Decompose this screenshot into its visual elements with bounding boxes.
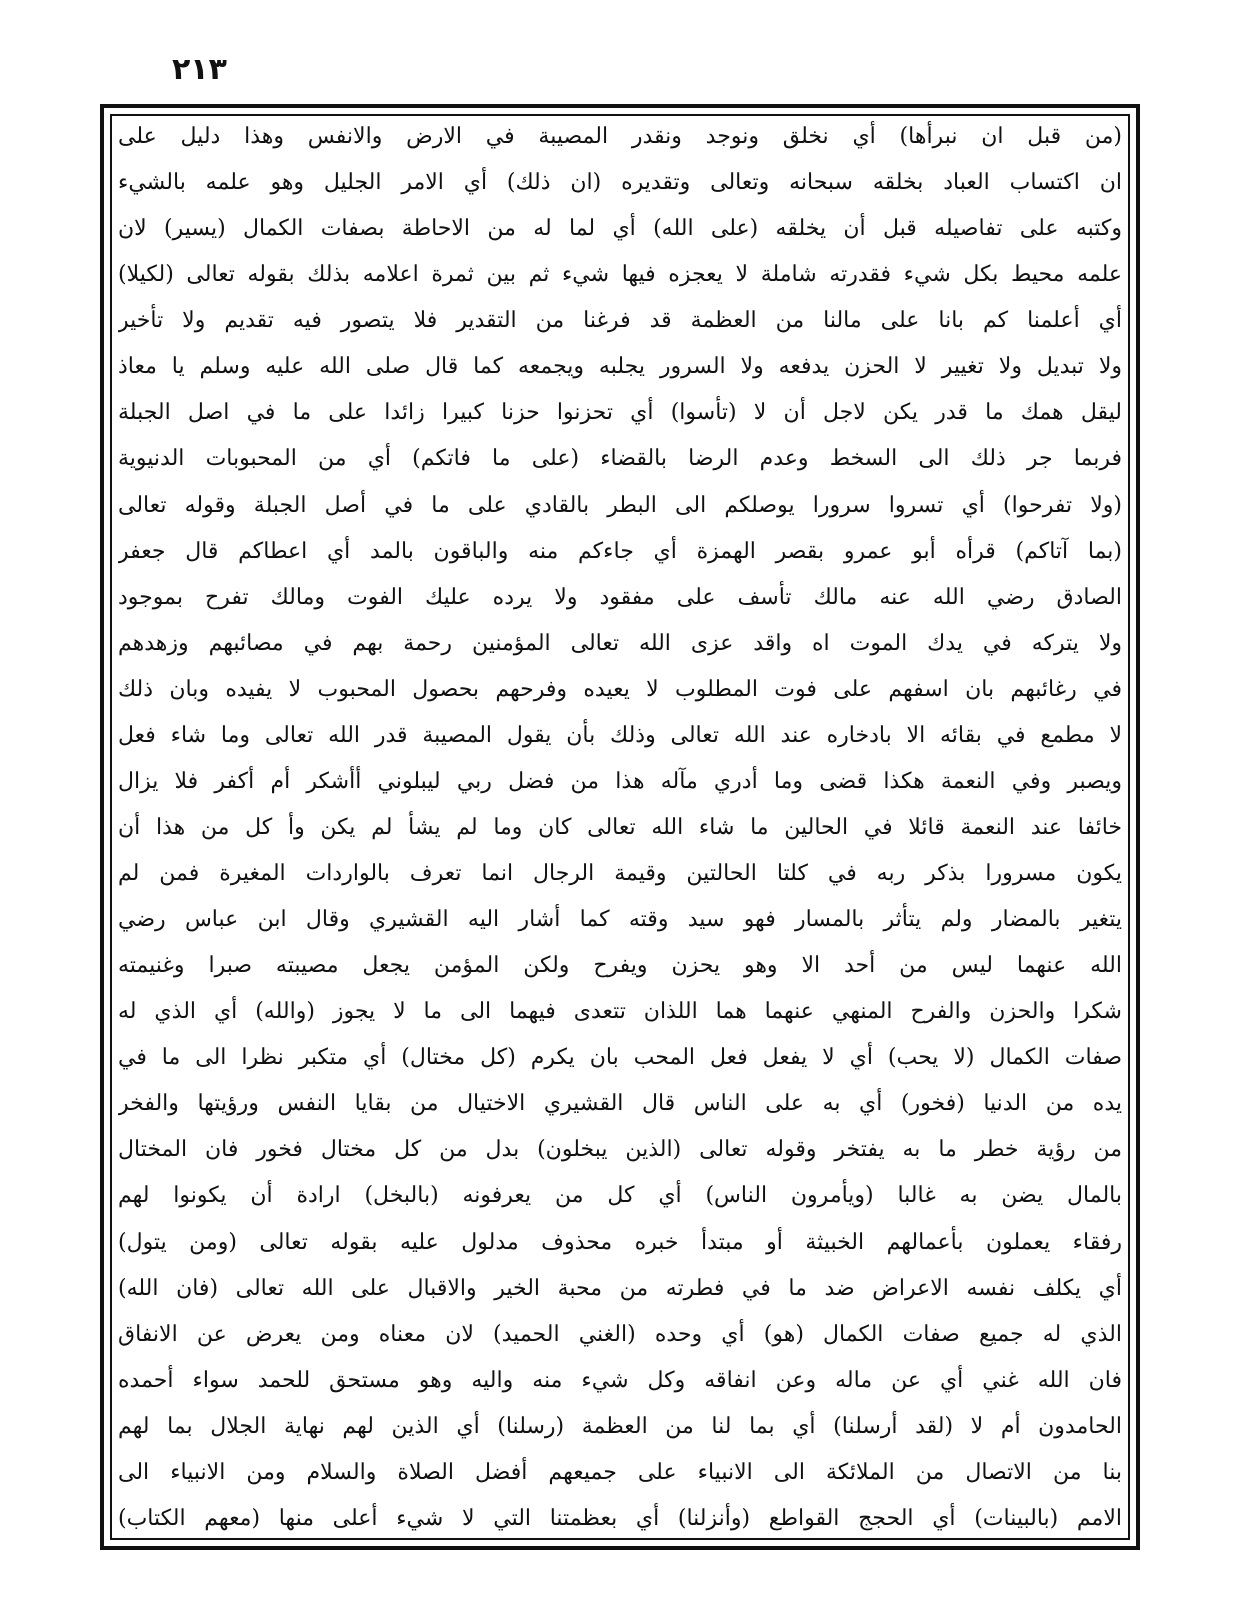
text-line: في رغائبهم بان اسفهم على فوت المطلوب لا يعيده وفرحهم بحصول المحبوب لا يفيده وبان ذلك xyxy=(118,676,1122,702)
text-line: الامم (بالبينات) أي الحجج القواطع (وأنزلنا) أي بعظمتنا التي لا شيء أعلى منها (معهم الكتاب) xyxy=(118,1505,1122,1531)
text-line: فربما جر ذلك الى السخط وعدم الرضا بالقضاء (على ما فاتكم) أي من المحبوبات الدنيوية xyxy=(118,446,1122,472)
text-line: لا مطمع في بقائه الا بادخاره عند الله تعالى وذلك بأن يقول المصيبة قدر الله تعالى وما شاء فعل xyxy=(118,722,1122,748)
text-line: أي أعلمنا كم بانا على مالنا من العظمة قد فرغنا من التقدير فلا يتصور فيه تقديم ولا تأخير xyxy=(118,308,1122,334)
text-line: الحامدون أم لا (لقد أرسلنا) أي بما لنا من العظمة (رسلنا) أي الذين لهم نهاية الجلال بما لهم xyxy=(118,1413,1122,1439)
text-line: ولا يتركه في يدك الموت اه واقد عزى الله تعالى المؤمنين رحمة بهم في مصائبهم وزهدهم xyxy=(118,630,1122,656)
text-line: صفات الكمال (لا يحب) أي لا يفعل فعل المحب بان يكرم (كل مختال) أي متكبر نظرا الى ما في xyxy=(118,1045,1122,1071)
text-line: ان اكتساب العباد بخلقه سبحانه وتعالى وتقديره (ان ذلك) أي الامر الجليل وهو علمه بالشيء xyxy=(118,170,1122,196)
page-number: ٢١٣ xyxy=(172,52,227,87)
text-line: بالمال يضن به غالبا (ويأمرون الناس) أي كل من يعرفونه (بالبخل) ارادة أن يكونوا لهم xyxy=(118,1183,1122,1209)
text-line: يتغير بالمضار ولم يتأثر بالمسار فهو سيد وقته كما أشار اليه القشيري وقال ابن عباس رضي xyxy=(118,907,1122,933)
page-frame xyxy=(100,104,1140,1550)
text-line: ويصبر وفي النعمة هكذا قضى وما أدري مآله هذا من فضل ربي ليبلوني أأشكر أم أكفر فلا يزال xyxy=(118,768,1122,794)
text-line: ليقل همك ما قدر يكن لاجل أن لا (تأسوا) أي تحزنوا حزنا كبيرا زائدا على ما في اصل الجبلة xyxy=(118,400,1122,426)
text-line: خائفا عند النعمة قائلا في الحالين ما شاء الله تعالى كان وما لم يشأ لم يكن وأ كل من هذا أن xyxy=(118,814,1122,840)
text-line: (ولا تفرحوا) أي تسروا سرورا يوصلكم الى البطر بالقادي على ما في أصل الجبلة وقوله تعالى xyxy=(118,492,1122,518)
text-line: يده من الدنيا (فخور) أي به على الناس قال القشيري الاختيال من بقايا النفس ورؤيتها والفخر xyxy=(118,1091,1122,1117)
text-line: من رؤية خطر ما به يفتخر وقوله تعالى (الذين يبخلون) بدل من كل مختال فخور فان المختال xyxy=(118,1137,1122,1163)
text-line: الصادق رضي الله عنه مالك تأسف على مفقود ولا يرده عليك الفوت ومالك تفرح بموجود xyxy=(118,584,1122,610)
text-body xyxy=(118,120,1122,1536)
text-line: فان الله غني أي عن ماله وعن انفاقه وكل شيء منه واليه وهو مستحق للحمد سواء أحمده xyxy=(118,1367,1122,1393)
text-line: أي يكلف نفسه الاعراض ضد ما في فطرته من محبة الخير والاقبال على الله تعالى (فان الله) xyxy=(118,1275,1122,1301)
text-line: ولا تبديل ولا تغيير لا الحزن يدفعه ولا السرور يجلبه ويجمعه كما قال صلى الله عليه وسلم يا معاذ xyxy=(118,354,1122,380)
text-line: بنا من الاتصال من الملائكة الى الانبياء على جميعهم أفضل الصلاة والسلام ومن الانبياء الى xyxy=(118,1459,1122,1485)
text-line: الله عنهما ليس من أحد الا وهو يحزن ويفرح ولكن المؤمن يجعل مصيبته صبرا وغنيمته xyxy=(118,953,1122,979)
text-line: وكتبه على تفاصيله قبل أن يخلقه (على الله) أي لما له من الاحاطة بصفات الكمال (يسير) لان xyxy=(118,216,1122,242)
text-line: يكون مسرورا بذكر ربه في كلتا الحالتين وقيمة الرجال انما تعرف بالواردات المغيرة فمن لم xyxy=(118,861,1122,886)
text-line: الذي له جميع صفات الكمال (هو) أي وحده (الغني الحميد) لان معناه ومن يعرض عن الانفاق xyxy=(118,1321,1122,1347)
text-line: علمه محيط بكل شيء فقدرته شاملة لا يعجزه فيها شيء ثم بين ثمرة اعلامه بذلك بقوله تعالى (لكيلا) xyxy=(118,262,1122,288)
text-line: (بما آتاكم) قرأه أبو عمرو بقصر الهمزة أي جاءكم منه والباقون بالمد أي اعطاكم قال جعفر xyxy=(118,538,1122,564)
text-line: شكرا والحزن والفرح المنهي عنهما هما اللذان تتعدى فيهما الى ما لا يجوز (والله) أي الذي له xyxy=(118,999,1122,1025)
text-line: رفقاء يعملون بأعمالهم الخبيثة أو مبتدأ خبره محذوف مدلول عليه بقوله تعالى (ومن يتول) xyxy=(118,1229,1122,1255)
text-line: (من قبل ان نبرأها) أي نخلق ونوجد ونقدر المصيبة في الارض والانفس وهذا دليل على xyxy=(118,124,1122,149)
